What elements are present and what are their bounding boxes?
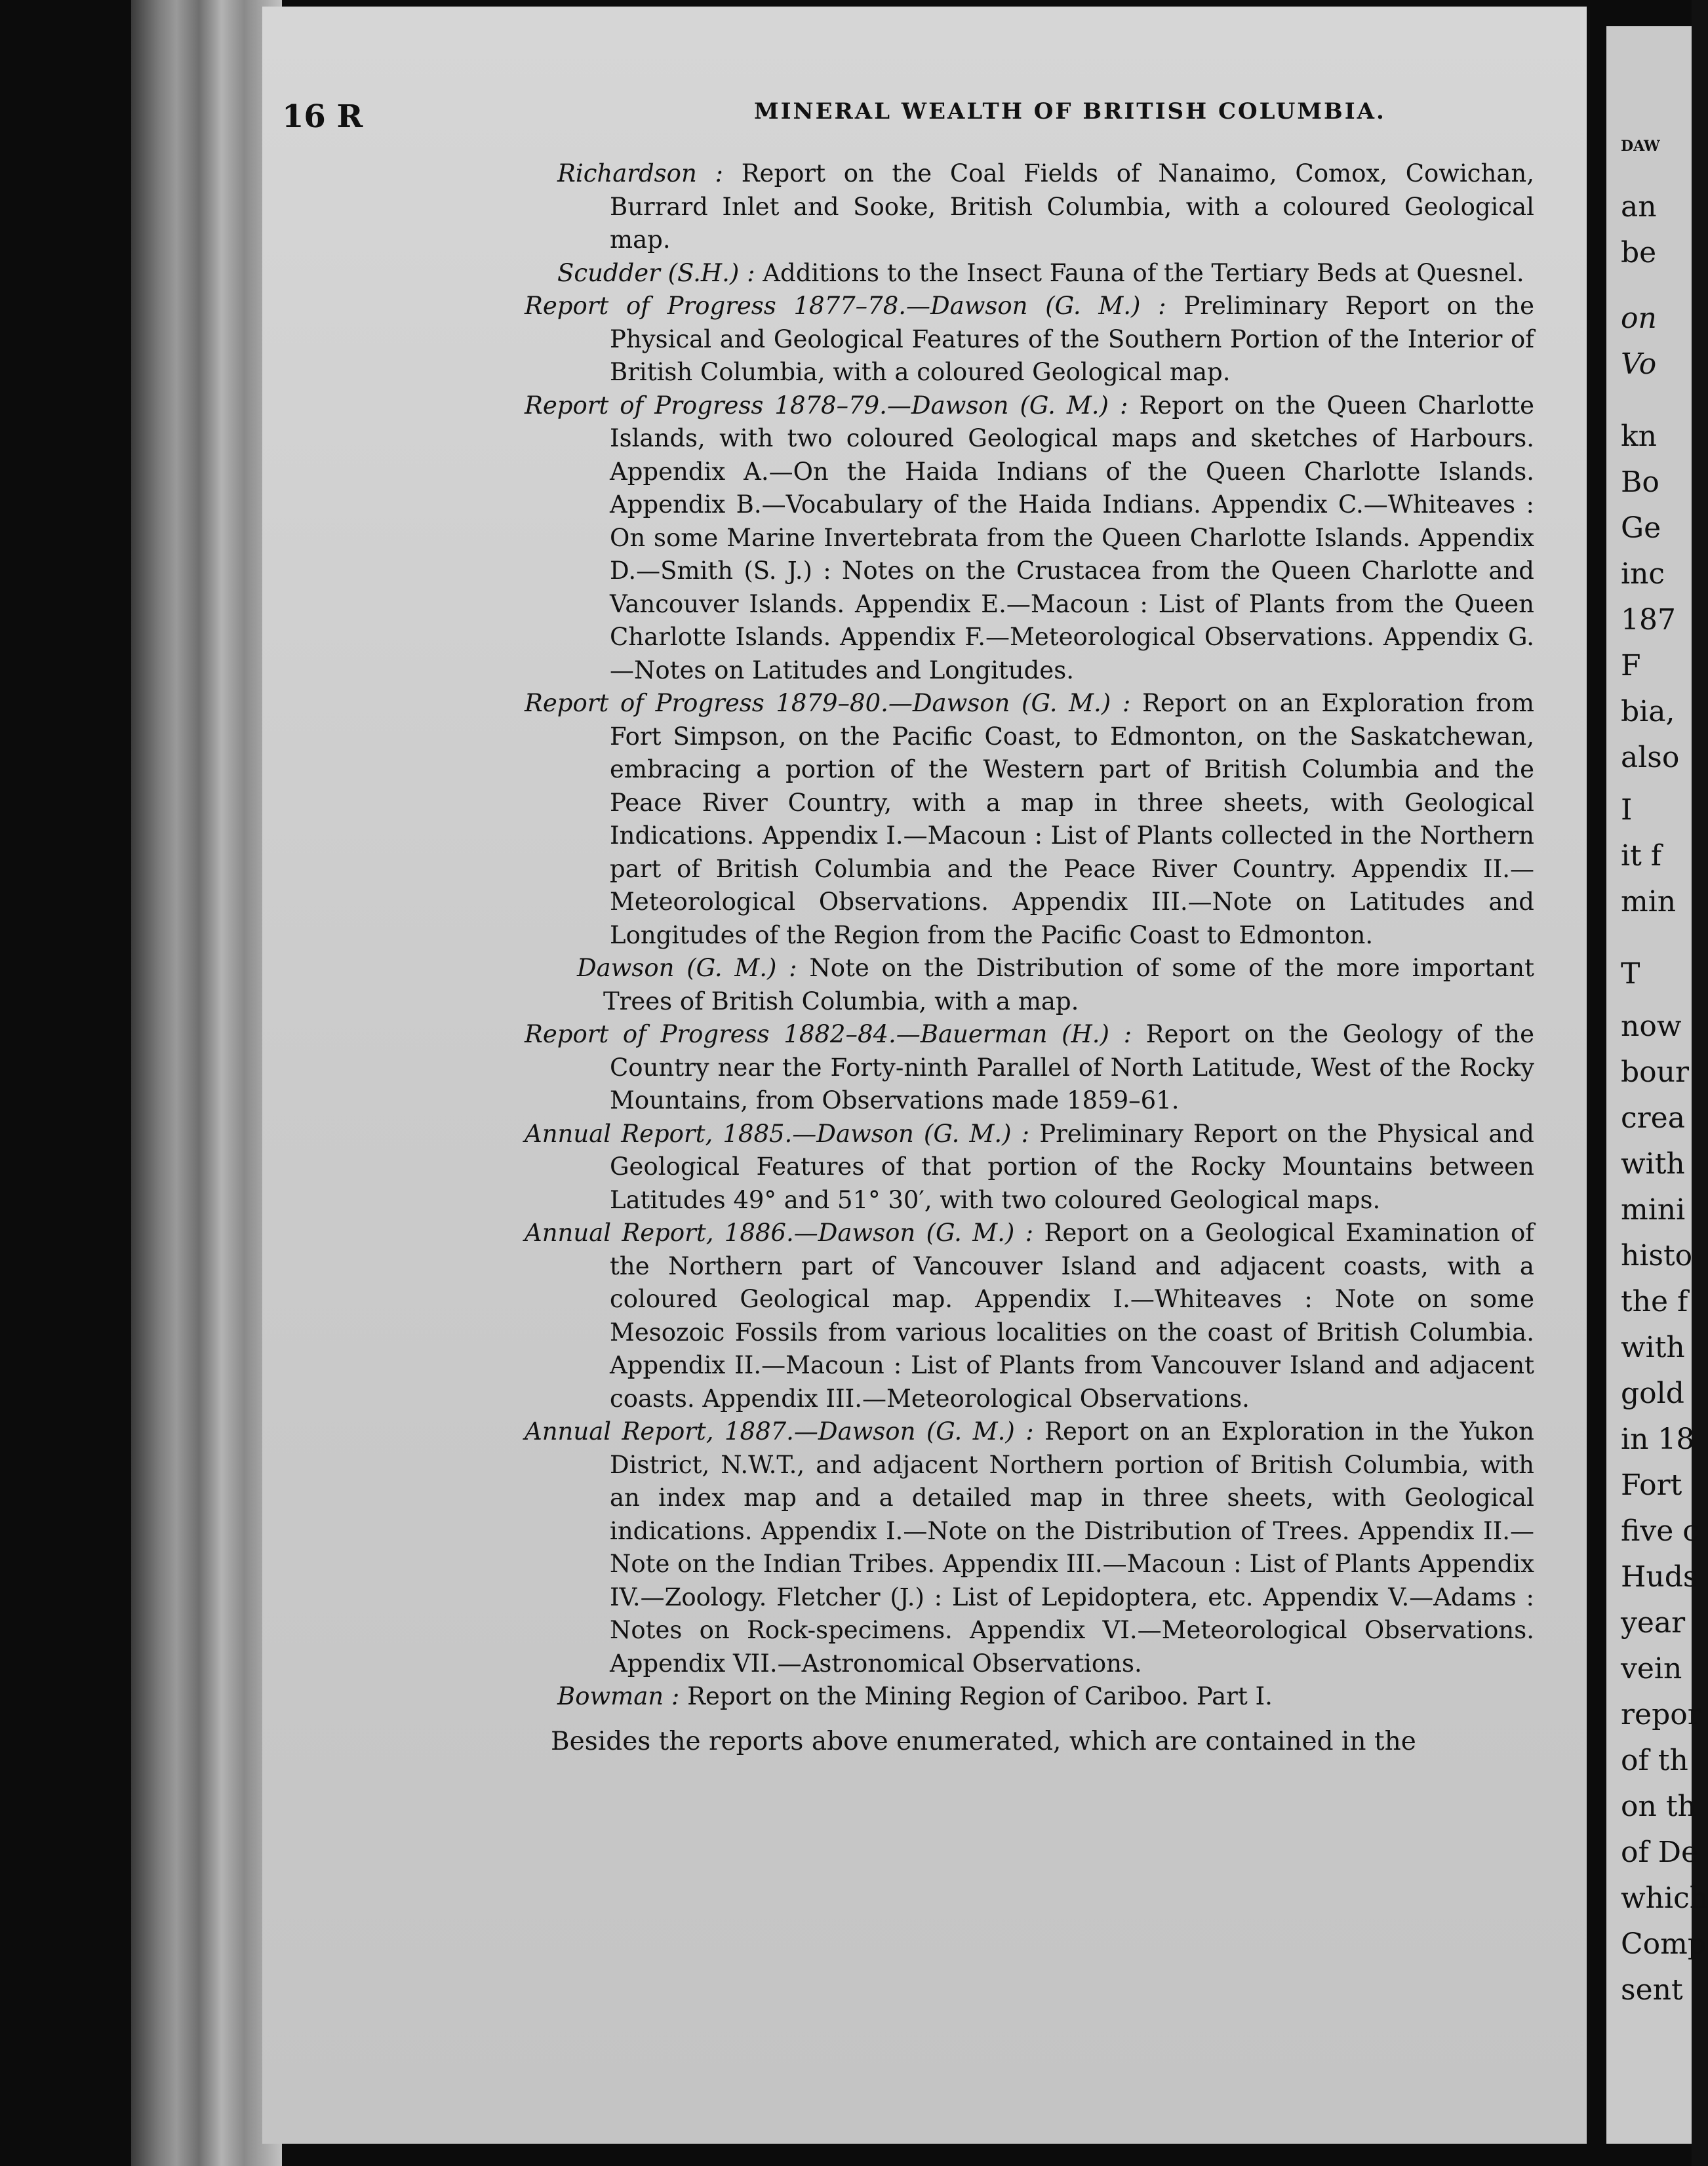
right-page-line: kn (1621, 420, 1657, 453)
entry-text: Preliminary Report on the Physical and Geological Features of the Southern Portion of the Interior of British Columbia, with a coloured Geological map. (610, 292, 1535, 386)
right-page-line: Fort (1621, 1468, 1682, 1502)
right-page-line: F (1621, 649, 1641, 682)
entry-text: Report on a Geological Examination of the Northern part of Vancouver Island and adjacent coasts, with a coloured Geological map. Appendix I.—Whiteaves : Note on some Mesozoic Fossils from various localities on the coast of British Columbia. Appendix II.—Macoun : List of Plants from Vancouver Island and adjacent coasts. Appendix III.—Meteorological Observations. (610, 1219, 1534, 1413)
right-page-line: which (1621, 1881, 1708, 1915)
right-page-line: it f (1621, 839, 1662, 873)
right-page-line: on th (1621, 1790, 1696, 1823)
right-page-line: be (1621, 236, 1657, 269)
entry-author: Richardson : (557, 159, 723, 187)
right-page-line: bour (1621, 1055, 1690, 1089)
right-page-line: also (1621, 741, 1680, 774)
right-page-line: now (1621, 1010, 1682, 1043)
right-page-line: gold (1621, 1377, 1684, 1410)
right-page-line: 187 (1621, 603, 1676, 637)
entry-text: Additions to the Insect Fauna of the Tertiary Beds at Quesnel. (755, 258, 1524, 287)
entry-author: Bowman : (557, 1682, 680, 1710)
bibliography-list (525, 157, 1534, 1784)
running-head (0, 98, 1692, 138)
bibliography-entry (525, 1217, 1534, 1415)
right-page-line: sent (1621, 1973, 1683, 2007)
right-page-line: T (1621, 957, 1640, 991)
right-page-line: with (1621, 1331, 1685, 1364)
right-page-line: Bo (1621, 465, 1659, 499)
right-page-line: of th (1621, 1744, 1688, 1777)
bibliography-entry (525, 157, 1534, 257)
entry-text: Report on an Exploration from Fort Simpson, on the Pacific Coast, to Edmonton, on the Saskatchewan, embracing a portion of the Western part of British Columbia and the Peace River Country, with a map in three sheets, with Geological Indications. Appendix I.—Macoun : List of Plants collected in the Northern part of British Columbia and the Peace River Country. Appendix II.—Meteorological Observations. Appendix III.—Note on Latitudes and Longitudes of the Region from the Pacific Coast to Edmonton. (610, 689, 1534, 949)
bibliography-entry (525, 389, 1534, 688)
right-page-line: Huds (1621, 1560, 1698, 1594)
right-page-line: mini (1621, 1193, 1686, 1227)
right-page-line: five c (1621, 1514, 1699, 1548)
bibliography-entry (525, 290, 1534, 389)
right-page-line: vein (1621, 1652, 1682, 1685)
book-spine (131, 0, 282, 2166)
entry-author: Report of Progress 1878–79.—Dawson (G. M.) : (525, 391, 1128, 420)
page-title: MINERAL WEALTH OF BRITISH COLUMBIA. (754, 98, 1386, 125)
right-page-line: with (1621, 1147, 1685, 1181)
bibliography-entry (525, 687, 1534, 952)
right-page-header: DAW (1621, 138, 1660, 155)
entry-author: Report of Progress 1882–84.—Bauerman (H.) : (525, 1020, 1132, 1048)
right-page-line: I (1621, 793, 1633, 827)
closing-paragraph: Besides the reports above enumerated, which are contained in the (551, 1726, 1416, 1756)
entry-text: Report on the Mining Region of Cariboo. Part I. (679, 1682, 1273, 1710)
entry-text: Report on the Queen Charlotte Islands, with two coloured Geological maps and sketches of Harbours. Appendix A.—On the Haida Indians of the Queen Charlotte Islands. Appendix B.—Vocabulary of the Haida Indians. Appendix C.—Whiteaves : On some Marine Invertebrata from the Queen Charlotte Islands. Appendix D.—Smith (S. J.) : Notes on the Crustacea from the Queen Charlotte and Vancouver Islands. Appendix E.—Macoun : List of Plants from the Queen Charlotte Islands. Appendix F.—Meteorological Observations. Appendix G.—Notes on Latitudes and Longitudes. (610, 391, 1534, 684)
right-page-line: Ge (1621, 511, 1661, 545)
right-page-line: min (1621, 885, 1677, 918)
entry-author: Annual Report, 1885.—Dawson (G. M.) : (525, 1119, 1030, 1148)
entry-text: Report on the Coal Fields of Nanaimo, Comox, Cowichan, Burrard Inlet and Sooke, British Columbia, with a coloured Geological map. (610, 159, 1534, 254)
entry-author: Dawson (G. M.) : (577, 954, 797, 982)
right-page-line: crea (1621, 1101, 1685, 1135)
bibliography-entry (525, 952, 1534, 1018)
right-page-fragment (1606, 26, 1708, 2144)
right-page-line: histo (1621, 1239, 1693, 1272)
entry-author: Scudder (S.H.) : (557, 258, 755, 287)
bibliography-entry (525, 1118, 1534, 1217)
right-page-line: inc (1621, 557, 1665, 591)
entry-author: Report of Progress 1877–78.—Dawson (G. M.) : (525, 292, 1166, 320)
bibliography-entry (525, 1680, 1534, 1714)
right-page-line: repor (1621, 1698, 1701, 1731)
entry-text: Report on an Exploration in the Yukon District, N.W.T., and adjacent Northern portion of British Columbia, with an index map and a detailed map in three sheets, with Geological indications. Appendix I.—Note on the Distribution of Trees. Appendix II.—Note on the Indian Tribes. Appendix III.—Macoun : List of Plants Appendix IV.—Zoology. Fletcher (J.) : List of Lepidoptera, etc. Appendix V.—Adams : Notes on Rock-specimens. Appendix VI.—Meteorological Observations. Appendix VII.—Astronomical Observations. (610, 1417, 1534, 1678)
entry-text: Note on the Distribution of some of the more important Trees of British Columbia, with a map. (603, 954, 1534, 1015)
right-page-line: year (1621, 1606, 1686, 1640)
entry-author: Annual Report, 1887.—Dawson (G. M.) : (525, 1417, 1034, 1446)
right-page-line: Vo (1621, 347, 1657, 381)
right-page-line: the f (1621, 1285, 1688, 1318)
right-page-line: an (1621, 190, 1657, 224)
bibliography-entry (525, 257, 1534, 290)
entry-author: Report of Progress 1879–80.—Dawson (G. M.) : (525, 689, 1131, 717)
entry-author: Annual Report, 1886.—Dawson (G. M.) : (525, 1219, 1034, 1247)
entry-text: Report on the Geology of the Country near the Forty-ninth Parallel of North Latitude, West of the Rocky Mountains, from Observations made 1859–61. (610, 1020, 1535, 1114)
bibliography-entry (525, 1018, 1534, 1118)
right-page-line: of De (1621, 1836, 1699, 1869)
bibliography-entry (525, 1415, 1534, 1680)
page-number: 16 R (282, 98, 363, 135)
right-page-line: in 18 (1621, 1423, 1695, 1456)
entry-text: Preliminary Report on the Physical and Geological Features of that portion of the Rocky Mountains between Latitudes 49° and 51° 30′, with two coloured Geological maps. (610, 1119, 1534, 1214)
right-page-line: bia, (1621, 695, 1675, 728)
right-page-line: on (1621, 302, 1657, 335)
right-page-line: Comp (1621, 1927, 1707, 1961)
